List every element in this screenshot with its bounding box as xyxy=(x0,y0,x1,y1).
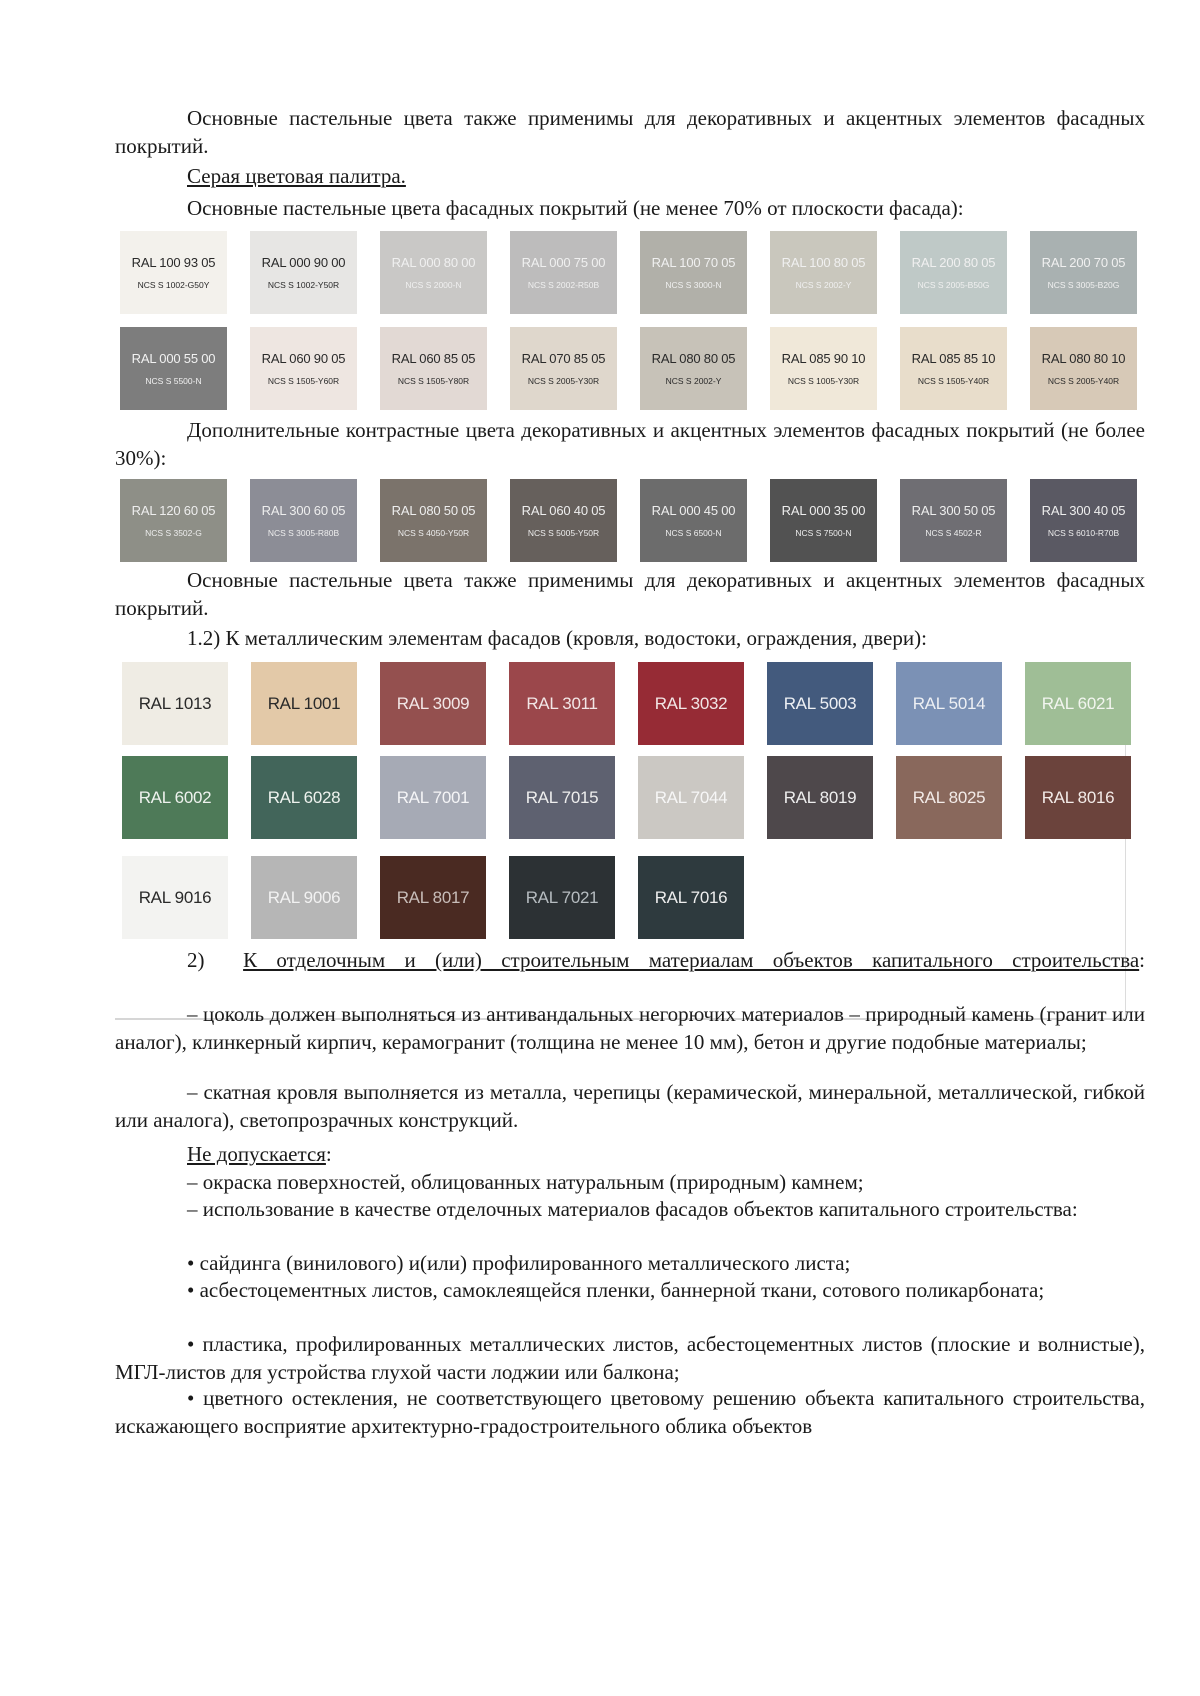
swatch-ncs-code: NCS S 6500-N xyxy=(665,528,722,538)
color-swatch xyxy=(770,479,877,562)
swatch-ncs-code: NCS S 1002-G50Y xyxy=(137,280,210,290)
metal-color-swatch: RAL 5003 xyxy=(767,662,873,745)
metal-color-swatch: RAL 8025 xyxy=(896,756,1002,839)
color-swatch xyxy=(1030,231,1137,314)
color-swatch xyxy=(250,327,357,410)
bullet-item-asbestos xyxy=(115,1276,1145,1304)
swatch-ncs-code: NCS S 1505-Y40R xyxy=(917,376,990,386)
metal-color-swatch: RAL 6021 xyxy=(1025,662,1131,745)
swatch-ral-code: RAL 300 50 05 xyxy=(911,503,996,518)
color-swatch xyxy=(120,479,227,562)
paragraph-pitched-roof: – скатная кровля выполняется из металла, черепицы (керамической, минеральной, металлической, гибкой или аналога), светопрозрачных конструкций. xyxy=(115,1080,1145,1132)
metal-color-swatch: RAL 3011 xyxy=(509,662,615,745)
swatch-ral-code: RAL 120 60 05 xyxy=(131,503,216,518)
metal-color-swatch: RAL 8019 xyxy=(767,756,873,839)
swatch-ncs-code: NCS S 1005-Y30R xyxy=(787,376,860,386)
swatch-ncs-code: NCS S 2005-B50G xyxy=(917,280,990,290)
bullet-item-glazing xyxy=(115,1384,1145,1440)
color-swatch xyxy=(640,479,747,562)
paragraph-plinth: – цоколь должен выполняться из антивандальных негорючих материалов – природный камень (гранит или аналог), клинкерный кирпич, керамогранит (толщина не менее 10 мм), бетон и другие подобные материалы; xyxy=(115,1002,1145,1054)
metal-color-swatch: RAL 7021 xyxy=(509,856,615,939)
paragraph-metal-elements: 1.2) К металлическим элементам фасадов (кровля, водостоки, ограждения, двери): xyxy=(187,626,927,650)
not-allowed-item-stone-painting: – окраска поверхностей, облицованных натуральным (природным) камнем; xyxy=(187,1170,864,1194)
swatch-ral-code: RAL 000 75 00 xyxy=(521,255,606,270)
color-swatch xyxy=(510,231,617,314)
swatch-ral-code: RAL 300 60 05 xyxy=(261,503,346,518)
swatch-ncs-code: NCS S 3005-B20G xyxy=(1047,280,1120,290)
metal-color-swatch: RAL 5014 xyxy=(896,662,1002,745)
color-swatch xyxy=(900,231,1007,314)
metal-color-swatch: RAL 7001 xyxy=(380,756,486,839)
metal-color-swatch: RAL 7044 xyxy=(638,756,744,839)
bullet-icon: • xyxy=(187,1251,195,1275)
swatch-ncs-code: NCS S 2005-Y30R xyxy=(527,376,600,386)
color-swatch xyxy=(640,231,747,314)
swatch-ncs-code: NCS S 1505-Y60R xyxy=(267,376,340,386)
swatch-ral-code: RAL 080 50 05 xyxy=(391,503,476,518)
color-swatch xyxy=(380,479,487,562)
bullet-icon: • xyxy=(187,1386,195,1410)
color-swatch xyxy=(1030,479,1137,562)
swatch-ncs-code: NCS S 6010-R70B xyxy=(1047,528,1120,538)
swatch-ncs-code: NCS S 5500-N xyxy=(145,376,202,386)
bullet-item-plastic-text: пластика, профилированных металлических листов, асбестоцементных листов (плоские и волнистые), МГЛ-листов для устройства глухой части лоджии или балкона; xyxy=(115,1332,1145,1384)
bullet-item-siding xyxy=(115,1249,1145,1277)
swatch-ncs-code: NCS S 3000-N xyxy=(665,280,722,290)
metal-color-swatch: RAL 9016 xyxy=(122,856,228,939)
swatch-ral-code: RAL 300 40 05 xyxy=(1041,503,1126,518)
color-swatch xyxy=(770,231,877,314)
gray-palette-heading xyxy=(115,162,1145,190)
contrast-swatches-row xyxy=(120,479,1137,562)
swatch-ncs-code: NCS S 2002-R50B xyxy=(527,280,600,290)
not-allowed-colon: : xyxy=(325,1142,332,1166)
color-swatch xyxy=(120,327,227,410)
swatch-ral-code: RAL 080 80 05 xyxy=(651,351,736,366)
color-swatch xyxy=(380,231,487,314)
swatch-ral-code: RAL 000 90 00 xyxy=(261,255,346,270)
paragraph-pastel-main: Основные пастельные цвета фасадных покрытий (не менее 70% от плоскости фасада): xyxy=(187,196,964,220)
color-swatch xyxy=(510,479,617,562)
paragraph-pastel-also-applicable: Основные пастельные цвета также применимы для декоративных и акцентных элементов фасадных покрытий. xyxy=(115,106,1145,158)
section-2-number: 2) xyxy=(187,948,205,972)
metal-swatches-row-1 xyxy=(122,662,1131,745)
swatch-ncs-code: NCS S 3005-R80B xyxy=(267,528,340,538)
metal-swatches-row-3 xyxy=(122,856,744,939)
bullet-icon: • xyxy=(187,1332,195,1356)
metal-color-swatch: RAL 9006 xyxy=(251,856,357,939)
section-2-colon: : xyxy=(1139,948,1145,972)
gray-palette-heading-text: Серая цветовая палитра. xyxy=(187,164,406,188)
swatch-ncs-code: NCS S 3502-G xyxy=(145,528,202,538)
swatch-ral-code: RAL 100 80 05 xyxy=(781,255,866,270)
paragraph-pastel-also-applicable-2: Основные пастельные цвета также применимы для декоративных и акцентных элементов фасадных покрытий. xyxy=(115,568,1145,620)
metal-color-swatch: RAL 8017 xyxy=(380,856,486,939)
swatch-ral-code: RAL 000 45 00 xyxy=(651,503,736,518)
color-swatch xyxy=(510,327,617,410)
color-swatch xyxy=(1030,327,1137,410)
swatch-ral-code: RAL 000 55 00 xyxy=(131,351,216,366)
metal-color-swatch: RAL 3032 xyxy=(638,662,744,745)
bullet-item-siding-text: сайдинга (винилового) и(или) профилированного металлического листа; xyxy=(199,1251,851,1275)
bullet-item-asbestos-text: асбестоцементных листов, самоклеящейся пленки, баннерной ткани, сотового поликарбоната; xyxy=(199,1278,1045,1302)
section-2-heading xyxy=(115,946,1145,974)
swatch-ral-code: RAL 085 85 10 xyxy=(911,351,996,366)
metal-color-swatch: RAL 3009 xyxy=(380,662,486,745)
color-swatch xyxy=(380,327,487,410)
bullet-item-glazing-text: цветного остекления, не соответствующего цветовому решению объекта капитального строительства, искажающего восприятие архитектурно-градостроительного облика объектов xyxy=(115,1386,1145,1438)
swatch-ncs-code: NCS S 2002-Y xyxy=(665,376,722,386)
swatch-ral-code: RAL 100 93 05 xyxy=(131,255,216,270)
not-allowed-heading xyxy=(115,1140,1145,1168)
swatch-ral-code: RAL 200 70 05 xyxy=(1041,255,1126,270)
metal-color-swatch: RAL 8016 xyxy=(1025,756,1131,839)
section-2-title: К отделочным и (или) строительным материалам объектов капитального строительства xyxy=(243,948,1140,972)
color-swatch xyxy=(900,479,1007,562)
swatch-ncs-code: NCS S 7500-N xyxy=(795,528,852,538)
metal-color-swatch: RAL 6028 xyxy=(251,756,357,839)
swatch-ral-code: RAL 060 90 05 xyxy=(261,351,346,366)
swatch-ncs-code: NCS S 2000-N xyxy=(405,280,462,290)
swatch-ncs-code: NCS S 1505-Y80R xyxy=(397,376,470,386)
swatch-ral-code: RAL 060 40 05 xyxy=(521,503,606,518)
swatch-ral-code: RAL 060 85 05 xyxy=(391,351,476,366)
metal-color-swatch: RAL 7016 xyxy=(638,856,744,939)
swatch-ncs-code: NCS S 1002-Y50R xyxy=(267,280,340,290)
bullet-item-plastic xyxy=(115,1330,1145,1386)
bullet-icon: • xyxy=(187,1278,195,1302)
swatch-ncs-code: NCS S 4502-R xyxy=(925,528,982,538)
swatch-ral-code: RAL 070 85 05 xyxy=(521,351,606,366)
color-swatch xyxy=(250,479,357,562)
swatch-ral-code: RAL 000 35 00 xyxy=(781,503,866,518)
metal-color-swatch: RAL 1013 xyxy=(122,662,228,745)
metal-swatches-row-2 xyxy=(122,756,1131,839)
color-swatch xyxy=(640,327,747,410)
metal-color-swatch: RAL 6002 xyxy=(122,756,228,839)
color-swatch xyxy=(770,327,877,410)
swatch-ncs-code: NCS S 4050-Y50R xyxy=(397,528,470,538)
metal-color-swatch: RAL 1001 xyxy=(251,662,357,745)
swatch-ral-code: RAL 000 80 00 xyxy=(391,255,476,270)
paragraph-contrast-colors: Дополнительные контрастные цвета декоративных и акцентных элементов фасадных покрытий (не более 30%): xyxy=(115,418,1145,470)
swatch-ral-code: RAL 200 80 05 xyxy=(911,255,996,270)
swatch-ral-code: RAL 080 80 10 xyxy=(1041,351,1126,366)
swatch-ncs-code: NCS S 5005-Y50R xyxy=(527,528,600,538)
swatch-ncs-code: NCS S 2005-Y40R xyxy=(1047,376,1120,386)
swatch-ral-code: RAL 085 90 10 xyxy=(781,351,866,366)
not-allowed-item-materials: – использование в качестве отделочных материалов фасадов объектов капитального строительства: xyxy=(187,1197,1078,1221)
color-swatch xyxy=(120,231,227,314)
swatch-ral-code: RAL 100 70 05 xyxy=(651,255,736,270)
pastel-swatches-row-1 xyxy=(120,231,1137,314)
swatch-ncs-code: NCS S 2002-Y xyxy=(795,280,852,290)
color-swatch xyxy=(250,231,357,314)
pastel-swatches-row-2 xyxy=(120,327,1137,410)
metal-color-swatch: RAL 7015 xyxy=(509,756,615,839)
not-allowed-heading-text: Не допускается xyxy=(187,1142,326,1166)
color-swatch xyxy=(900,327,1007,410)
